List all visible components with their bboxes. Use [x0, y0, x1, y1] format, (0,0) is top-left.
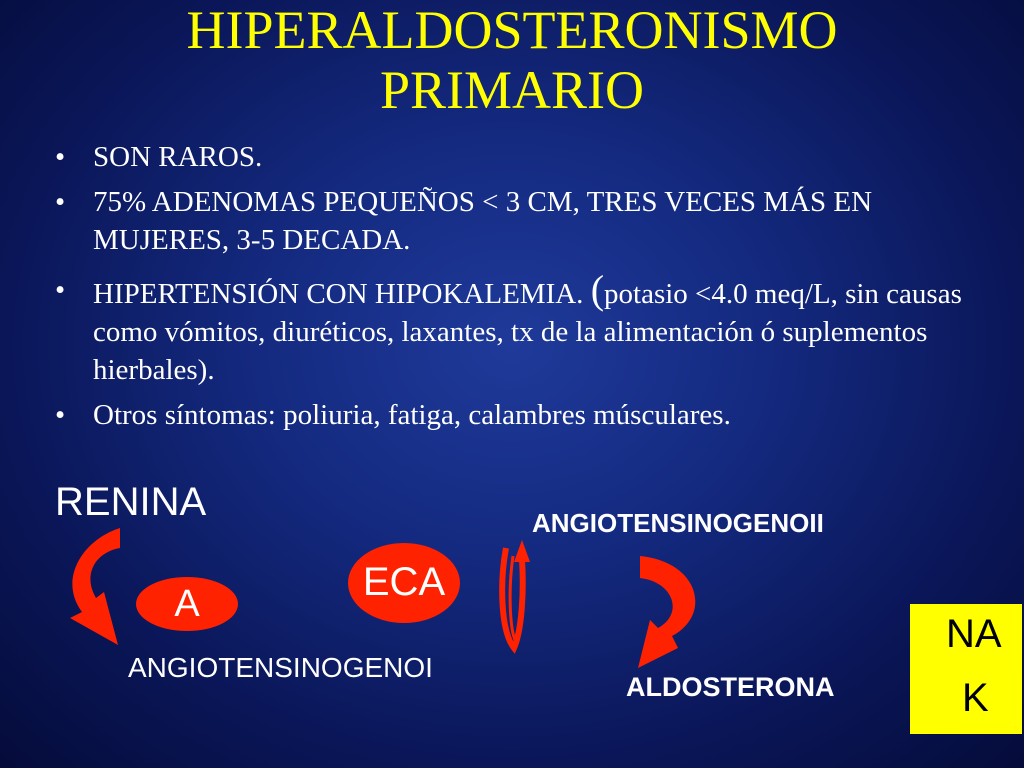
- title-line-2: PRIMARIO: [379, 60, 645, 120]
- curved-arrow-left-icon: [70, 528, 120, 645]
- bullet-item-1: • SON RAROS.: [55, 138, 995, 176]
- title-line-1: HIPERALDOSTERONISMO: [186, 0, 838, 60]
- curved-arrow-right-icon: [638, 556, 695, 668]
- renina-label: RENINA: [55, 480, 207, 524]
- k-label: K: [962, 676, 989, 720]
- vertical-loop-arrow-icon: [502, 540, 530, 648]
- aldosterona-label: ALDOSTERONA: [626, 672, 835, 702]
- oval-a: [136, 577, 238, 631]
- bullet-item-4: • Otros síntomas: poliuria, fatiga, calambres músculares.: [55, 396, 995, 434]
- angiotensinogeno-i-label: ANGIOTENSINOGENOI: [128, 652, 433, 683]
- bullet-3-paren: (: [590, 267, 605, 312]
- oval-eca: [348, 543, 460, 623]
- bullet-item-2: • 75% ADENOMAS PEQUEÑOS < 3 CM, TRES VECES MÁS EN MUJERES, 3-5 DECADA.: [55, 183, 995, 259]
- oval-a-label: A: [174, 583, 200, 625]
- na-label: NA: [946, 612, 1002, 656]
- eca-label: ECA: [362, 560, 446, 604]
- angiotensinogeno-ii-label: ANGIOTENSINOGENOII: [532, 508, 824, 538]
- bullet-3-rest: potasio <4.0 meq/L, sin causas como vómitos, diuréticos, laxantes, tx de la alimentación ó suplementos hierbales).: [93, 278, 962, 386]
- bullet-3-lead: HIPERTENSIÓN CON HIPOKALEMIA.: [93, 278, 584, 310]
